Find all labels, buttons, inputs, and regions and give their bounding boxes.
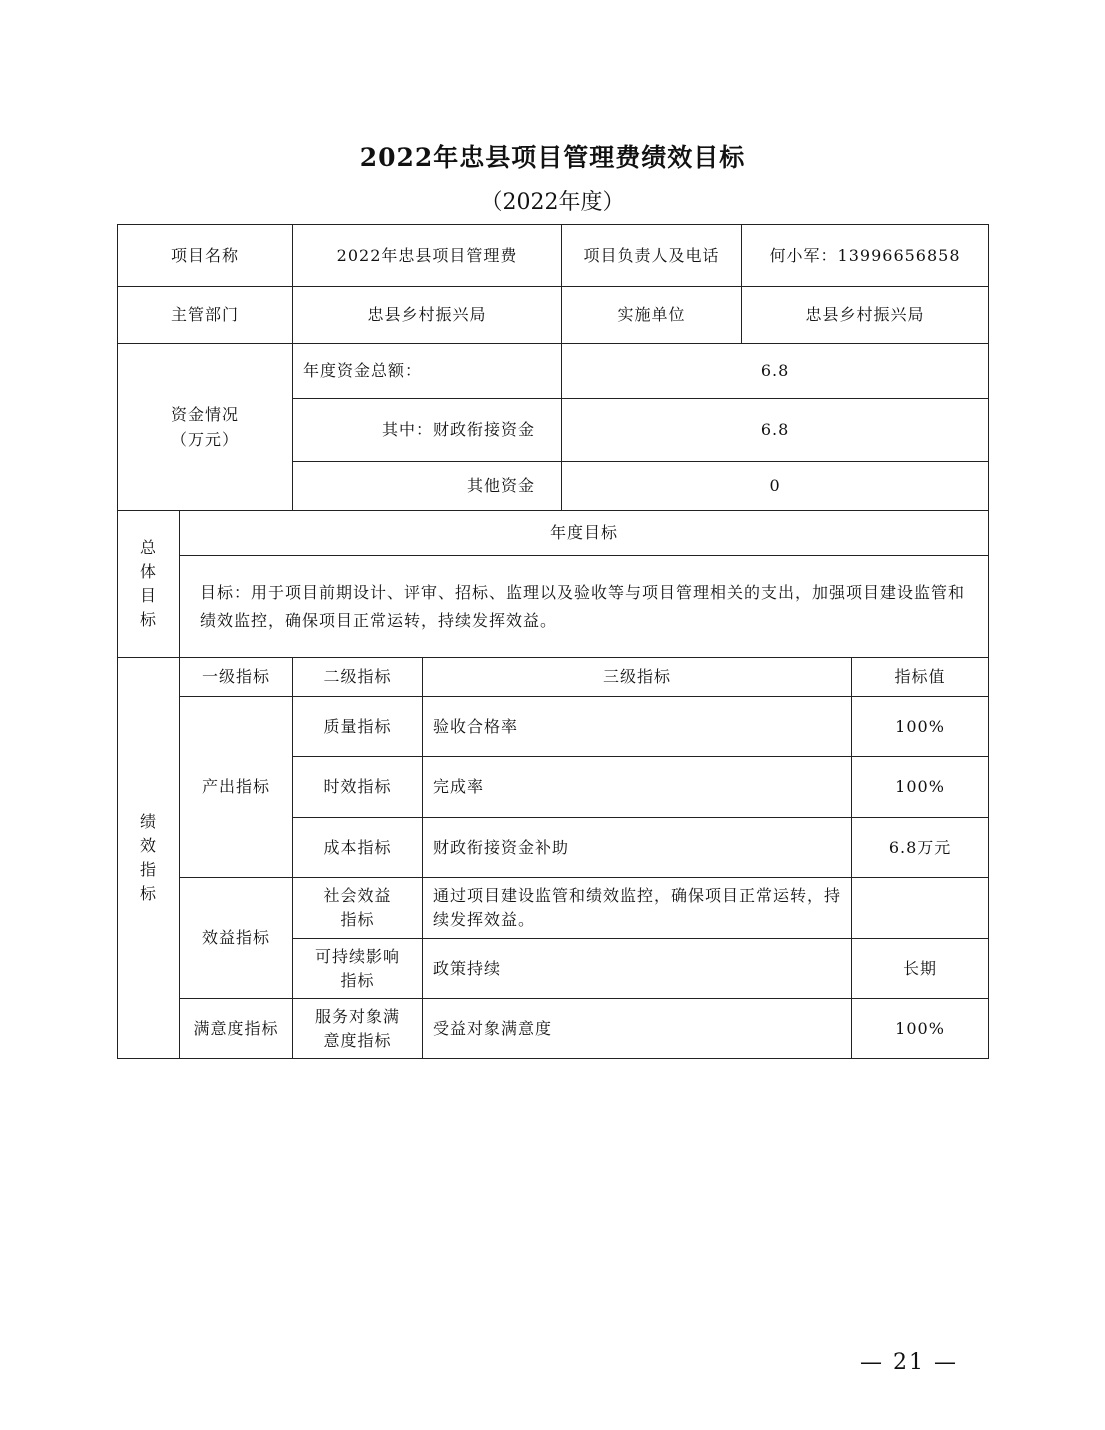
header-value: 指标值 <box>852 658 989 697</box>
time-label: 时效指标 <box>293 757 423 818</box>
row-goal-header <box>118 511 989 556</box>
page-title: 2022年忠县项目管理费绩效目标 <box>359 143 746 172</box>
social-desc: 通过项目建设监管和绩效监控，确保项目正常运转，持续发挥效益。 <box>423 878 852 939</box>
sustain-label <box>293 939 423 999</box>
funds-other-value: 0 <box>562 462 989 511</box>
quality-value: 100% <box>852 697 989 757</box>
sustain-label-text: 可持续影响指标 <box>315 946 401 990</box>
overall-goal-label <box>118 511 180 658</box>
funds-label-text: 资金情况（万元） <box>170 405 239 449</box>
funds-total-label: 年度资金总额： <box>293 344 562 399</box>
output-label: 产出指标 <box>180 697 293 878</box>
project-name-value: 2022年忠县项目管理费 <box>293 225 562 287</box>
leader-label: 项目负责人及电话 <box>562 225 742 287</box>
row-goal-text <box>118 556 989 658</box>
header-level3: 三级指标 <box>423 658 852 697</box>
social-label <box>293 878 423 939</box>
unit-label: 实施单位 <box>562 287 742 344</box>
row-department <box>118 287 989 344</box>
overall-goal-text: 目标：用于项目前期设计、评审、招标、监理以及验收等与项目管理相关的支出，加强项目建设监管和绩效监控，确保项目正常运转，持续发挥效益。 <box>180 556 989 658</box>
satisfaction-label: 满意度指标 <box>180 999 293 1059</box>
dept-label: 主管部门 <box>118 287 293 344</box>
row-satisfaction <box>118 999 989 1059</box>
cost-label: 成本指标 <box>293 818 423 878</box>
time-desc: 完成率 <box>423 757 852 818</box>
row-quality <box>118 697 989 757</box>
overall-goal-header: 年度目标 <box>180 511 989 556</box>
funds-label <box>118 344 293 511</box>
dept-value: 忠县乡村振兴局 <box>293 287 562 344</box>
overall-goal-label-text: 总体目标 <box>139 538 157 629</box>
satisfaction-sub-label-text: 服务对象满意度指标 <box>315 1006 401 1050</box>
unit-value: 忠县乡村振兴局 <box>742 287 989 344</box>
page-number: — 21 — <box>860 1350 958 1375</box>
quality-label: 质量指标 <box>293 697 423 757</box>
funds-other-label: 其他资金 <box>293 462 562 511</box>
funds-fiscal-value: 6.8 <box>562 399 989 462</box>
cost-desc: 财政衔接资金补助 <box>423 818 852 878</box>
row-social <box>118 878 989 939</box>
leader-value: 何小军：13996656858 <box>742 225 989 287</box>
sustain-desc: 政策持续 <box>423 939 852 999</box>
project-name-label: 项目名称 <box>118 225 293 287</box>
satisfaction-sub-label <box>293 999 423 1059</box>
performance-table <box>117 224 988 1058</box>
satisfaction-desc: 受益对象满意度 <box>423 999 852 1059</box>
social-label-text: 社会效益指标 <box>323 886 392 929</box>
cost-value: 6.8万元 <box>852 818 989 878</box>
time-value: 100% <box>852 757 989 818</box>
funds-fiscal-label: 其中：财政衔接资金 <box>293 399 562 462</box>
funds-total-value: 6.8 <box>562 344 989 399</box>
indicators-label <box>118 658 180 1059</box>
header-level2: 二级指标 <box>293 658 423 697</box>
row-project-name <box>118 225 989 287</box>
row-indicator-headers <box>118 658 989 697</box>
benefit-label: 效益指标 <box>180 878 293 999</box>
quality-desc: 验收合格率 <box>423 697 852 757</box>
sustain-value: 长期 <box>852 939 989 999</box>
indicators-label-text: 绩效指标 <box>139 812 157 903</box>
row-funds-total <box>118 344 989 399</box>
social-value <box>852 878 989 939</box>
header-level1: 一级指标 <box>180 658 293 697</box>
page-subtitle: （2022年度） <box>480 190 625 215</box>
satisfaction-value: 100% <box>852 999 989 1059</box>
